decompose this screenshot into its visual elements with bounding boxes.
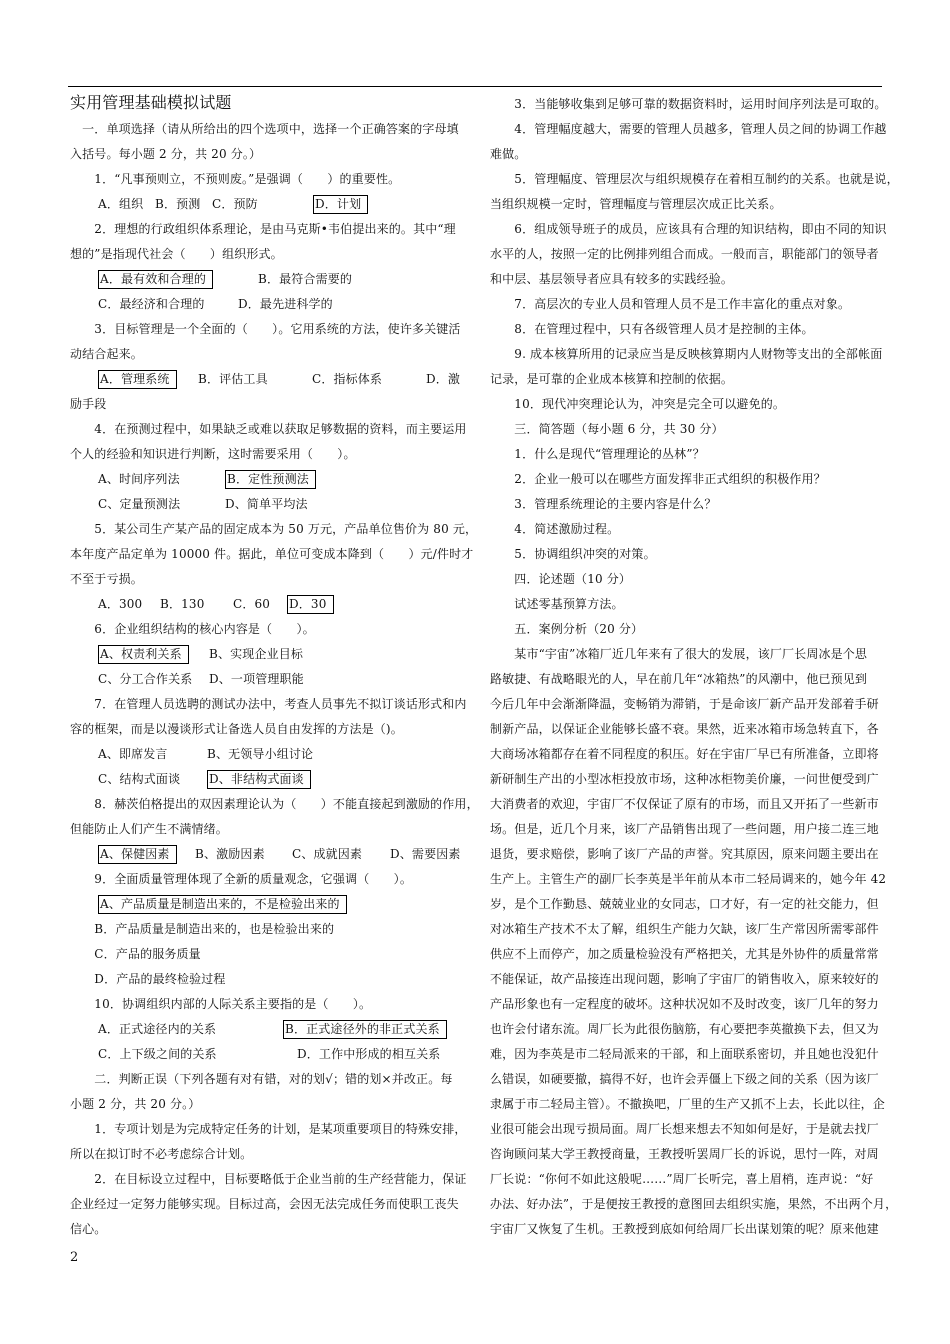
text-line: 四．论述题（10 分） — [490, 572, 632, 586]
text-line: 6．组成领导班子的成员，应该具有合理的知识结构，即由不同的知识 — [490, 222, 887, 236]
text-line: 入括号。每小题 2 分，共 20 分。） — [70, 147, 262, 161]
text-line: 励手段 — [70, 397, 107, 411]
option-text: B、无领导小组讨论 — [207, 747, 314, 761]
text-line: 隶属于市二轻局主管）。不撤换吧，厂里的生产又抓不上去，长此以往，企 — [490, 1097, 885, 1111]
text-line: 本年度产品定单为 10000 件。据此，单位可变成本降到（ ）元/件时才 — [70, 547, 474, 561]
text-line: 也许会付诸东流。周厂长为此很伤脑筋，有心要把李英撤换下去，但又为 — [490, 1022, 879, 1036]
text-line: 5．协调组织冲突的对策。 — [490, 547, 656, 561]
option-row — [70, 467, 462, 492]
text-line: 制新产品，以保证企业能够长盛不衰。果然，近来冰箱市场急转直下，各 — [490, 722, 879, 736]
text-line: 大商场冰箱都存在着不同程度的积压。好在宇宙厂早已有所准备，立即将 — [490, 747, 879, 761]
option-row — [70, 492, 462, 517]
option-text: B、实现企业目标 — [209, 647, 304, 661]
option-text: D、简单平均法 — [225, 497, 308, 511]
text-line: 想的”是指现代社会（ ）组织形式。 — [70, 247, 283, 261]
text-line: 某市“宇宙”冰箱厂近几年来有了很大的发展，该厂厂长周冰是个思 — [490, 647, 868, 661]
text-line: 新研制生产出的小型冰柜投放市场，这种冰柜物美价廉，一问世便受到广 — [490, 772, 879, 786]
option-row — [70, 1042, 462, 1067]
option-row — [70, 367, 462, 392]
option-text: D、需要因素 — [390, 847, 461, 861]
option-text: C．上下级之间的关系 — [98, 1047, 217, 1061]
option-row — [70, 667, 462, 692]
text-line: 容的框架，而是以漫谈形式让备选人员自由发挥的方法是（)。 — [70, 722, 403, 736]
text-line: 难，因为李英是市二轻局派来的干部，和上面联系密切，并且她也没犯什 — [490, 1047, 879, 1061]
text-line: 9. 成本核算所用的记录应当是反映核算期内人财物等支出的全部帐面 — [490, 347, 883, 361]
text-line: 场。但是，近几个月来，该厂产品销售出现了一些问题，用户接二连三地 — [490, 822, 879, 836]
text-line: 退货，要求赔偿，影响了该厂产品的声誉。究其原因，原来问题主要出在 — [490, 847, 879, 861]
text-line: 4．简述激励过程。 — [490, 522, 620, 536]
marked-answer: A．管理系统 — [98, 370, 177, 389]
text-line: 厂长说：“你何不如此这般呢……”周厂长听完，喜上眉梢，连声说：“好 — [490, 1172, 874, 1186]
text-line: 路敏捷、有战略眼光的人，早在前几年“冰箱热”的风潮中，他已预见到 — [490, 672, 868, 686]
text-line: 不至于亏损。 — [70, 572, 143, 586]
text-line: 小题 2 分，共 20 分。） — [70, 1097, 201, 1111]
option-text: C．预防 — [212, 197, 258, 211]
text-line: 3．当能够收集到足够可靠的数据资料时，运用时间序列法是可取的。 — [490, 97, 887, 111]
option-text: D．最先进科学的 — [238, 297, 333, 311]
text-line: 不能保证，故产品接连出现问题，影响了宇宙厂的销售收入，原来较好的 — [490, 972, 879, 986]
text-line: 办法、好办法”，于是便按王教授的意图回去组织实施，果然，不出两个月， — [490, 1197, 898, 1211]
option-row — [70, 767, 462, 792]
text-line: B．产品质量是制造出来的，也是检验出来的 — [70, 922, 335, 936]
marked-answer: A、产品质量是制造出来的，不是检验出来的 — [98, 895, 347, 914]
text-line: 宇宙厂又恢复了生机。王教授到底如何给周厂长出谋划策的呢？原来他建 — [490, 1222, 879, 1236]
text-line: 企业经过一定努力能够实现。目标过高，会因无法完成任务而使职工丧失 — [70, 1197, 459, 1211]
text-line: 1．专项计划是为完成特定任务的计划，是某项重要项目的特殊安排， — [70, 1122, 467, 1136]
option-text: D．工作中形成的相互关系 — [297, 1047, 441, 1061]
text-line: 3．管理系统理论的主要内容是什么？ — [490, 497, 717, 511]
option-text: C、结构式面谈 — [98, 772, 181, 786]
option-row — [70, 292, 462, 317]
text-line: 4．在预测过程中，如果缺乏或难以获取足够数据的资料，而主要运用 — [70, 422, 467, 436]
header-rule — [68, 86, 882, 87]
text-line: 大消费者的欢迎，宇宙厂不仅保证了原有的市场，而且又开拓了一些新市 — [490, 797, 879, 811]
text-line: 对冰箱生产技术不太了解，组织生产能力欠缺，该厂生产常因所需零部件 — [490, 922, 879, 936]
text-line: 难做。 — [490, 147, 527, 161]
text-line: 一．单项选择（请从所给出的四个选项中，选择一个正确答案的字母填 — [70, 122, 459, 136]
marked-answer: B．正式途径外的非正式关系 — [283, 1020, 447, 1039]
option-text: A．正式途径内的关系 — [98, 1022, 217, 1036]
text-line: 个人的经验和知识进行判断，这时需要采用（ ）。 — [70, 447, 356, 461]
text-line: 2．理想的行政组织体系理论，是由马克斯•韦伯提出来的。其中“理 — [70, 222, 456, 236]
option-text: B、激励因素 — [195, 847, 265, 861]
option-text: C．指标体系 — [312, 372, 383, 386]
marked-answer: D．计划 — [313, 195, 368, 214]
text-line: 试述零基预算方法。 — [490, 597, 624, 611]
text-line: 岁，是个工作勤恳、兢兢业业的女同志，口才好，有一定的社交能力，但 — [490, 897, 879, 911]
left-column — [70, 92, 479, 1242]
text-line: 1．什么是现代“管理理论的丛林”？ — [490, 447, 705, 461]
option-row — [70, 592, 462, 617]
text-line: 所以在拟订时不必考虑综合计划。 — [70, 1147, 253, 1161]
marked-answer: B．定性预测法 — [225, 470, 316, 489]
text-line: 当组织规模一定时，管理幅度与管理层次成正比关系。 — [490, 197, 782, 211]
text-line: 业很可能会出现亏损局面。周厂长想来想去不知如何是好，于是就去找厂 — [490, 1122, 879, 1136]
marked-answer: A．最有效和合理的 — [98, 270, 213, 289]
option-row — [70, 742, 462, 767]
text-line: D．产品的最终检验过程 — [70, 972, 226, 986]
option-text: A、时间序列法 — [98, 472, 180, 486]
text-line: 供应不上而停产，加之质量检验没有严格把关，尤其是外协件的质量常常 — [490, 947, 879, 961]
option-text: C、分工合作关系 — [98, 672, 193, 686]
option-text: A、即席发言 — [98, 747, 168, 761]
text-line: C．产品的服务质量 — [70, 947, 201, 961]
option-row — [70, 642, 462, 667]
text-line: 10．协调组织内部的人际关系主要指的是（ ）。 — [70, 997, 372, 1011]
option-text: B．130 — [160, 597, 205, 611]
text-line: 1．“凡事预则立，不预则废。”是强调（ ）的重要性。 — [70, 172, 401, 186]
option-text: C．最经济和合理的 — [98, 297, 205, 311]
text-line: 水平的人，按照一定的比例排列组合而成。一般而言，职能部门的领导者 — [490, 247, 879, 261]
text-line: 今后几年中会渐渐降温，变畅销为滞销，于是命该厂新产品开发部着手研 — [490, 697, 879, 711]
option-text: C、定量预测法 — [98, 497, 181, 511]
text-line: 6．企业组织结构的核心内容是（ ）。 — [70, 622, 315, 636]
option-row — [70, 192, 462, 217]
text-line: 三．简答题（每小题 6 分，共 30 分） — [490, 422, 724, 436]
text-line: 产品形象也有一定程度的破坏。这种状况如不及时改变，该厂几年的努力 — [490, 997, 879, 1011]
text-line: 5．管理幅度、管理层次与组织规模存在着相互制约的关系。也就是说， — [490, 172, 899, 186]
text-line: 五．案例分析（20 分） — [490, 622, 644, 636]
text-line: 5．某公司生产某产品的固定成本为 50 万元，产品单位售价为 80 元， — [70, 522, 478, 536]
text-line: 2．在目标设立过程中，目标要略低于企业当前的生产经营能力，保证 — [70, 1172, 467, 1186]
page-number: 2 — [70, 1250, 79, 1265]
text-line: 9．全面质量管理体现了全新的质量观念，它强调（ ）。 — [70, 872, 412, 886]
text-line: 生产上。主管生产的副厂长李英是半年前从本市二轻局调来的，她今年 42 — [490, 872, 887, 886]
text-line: 10．现代冲突理论认为，冲突是完全可以避免的。 — [490, 397, 786, 411]
option-text: D、一项管理职能 — [209, 672, 304, 686]
option-text: A．组织 — [98, 197, 144, 211]
text-line: 8．赫茨伯格提出的双因素理论认为（ ）不能直接起到激励的作用， — [70, 797, 479, 811]
text-line: 咨询顾问某大学王教授商量，王教授听罢周厂长的诉说，思忖一阵，对周 — [490, 1147, 879, 1161]
text-line: 么错误，如硬要撤，搞得不好，也许会弄僵上下级之间的关系（因为该厂 — [490, 1072, 879, 1086]
option-text: B．评估工具 — [198, 372, 268, 386]
text-line: 动结合起来。 — [70, 347, 143, 361]
option-text: D．激 — [426, 372, 461, 386]
option-row — [70, 842, 462, 867]
marked-answer: D、非结构式面谈 — [207, 770, 311, 789]
option-row — [70, 892, 462, 917]
text-line: 8．在管理过程中，只有各级管理人员才是控制的主体。 — [490, 322, 814, 336]
text-line: 3．目标管理是一个全面的（ ）。它用系统的方法，使许多关键活 — [70, 322, 461, 336]
text-line: 信心。 — [70, 1222, 107, 1236]
text-line: 和中层、基层领导者应具有较多的实践经验。 — [490, 272, 734, 286]
text-line: 但能防止人们产生不满情绪。 — [70, 822, 228, 836]
text-line: 二．判断正误（下列各题有对有错，对的划√；错的划×并改正。每 — [70, 1072, 453, 1086]
text-line: 7．在管理人员选聘的测试办法中，考查人员事先不拟订谈话形式和内 — [70, 697, 467, 711]
text-line: 7．高层次的专业人员和管理人员不是工作丰富化的重点对象。 — [490, 297, 851, 311]
option-text: C．60 — [233, 597, 271, 611]
marked-answer: A、权责利关系 — [98, 645, 189, 664]
text-line: 2．企业一般可以在哪些方面发挥非正式组织的积极作用？ — [490, 472, 826, 486]
marked-answer: A、保健因素 — [98, 845, 177, 864]
right-column — [490, 92, 899, 1242]
option-text: A．300 — [98, 597, 143, 611]
option-text: B．预测 — [155, 197, 201, 211]
document-title: 实用管理基础模拟试题 — [70, 93, 232, 112]
option-text: C、成就因素 — [292, 847, 363, 861]
marked-answer: D．30 — [287, 595, 334, 614]
option-text: B．最符合需要的 — [258, 272, 353, 286]
option-row — [70, 267, 462, 292]
text-line: 记录，是可靠的企业成本核算和控制的依据。 — [490, 372, 734, 386]
text-line: 4．管理幅度越大，需要的管理人员越多，管理人员之间的协调工作越 — [490, 122, 887, 136]
option-row — [70, 1017, 462, 1042]
